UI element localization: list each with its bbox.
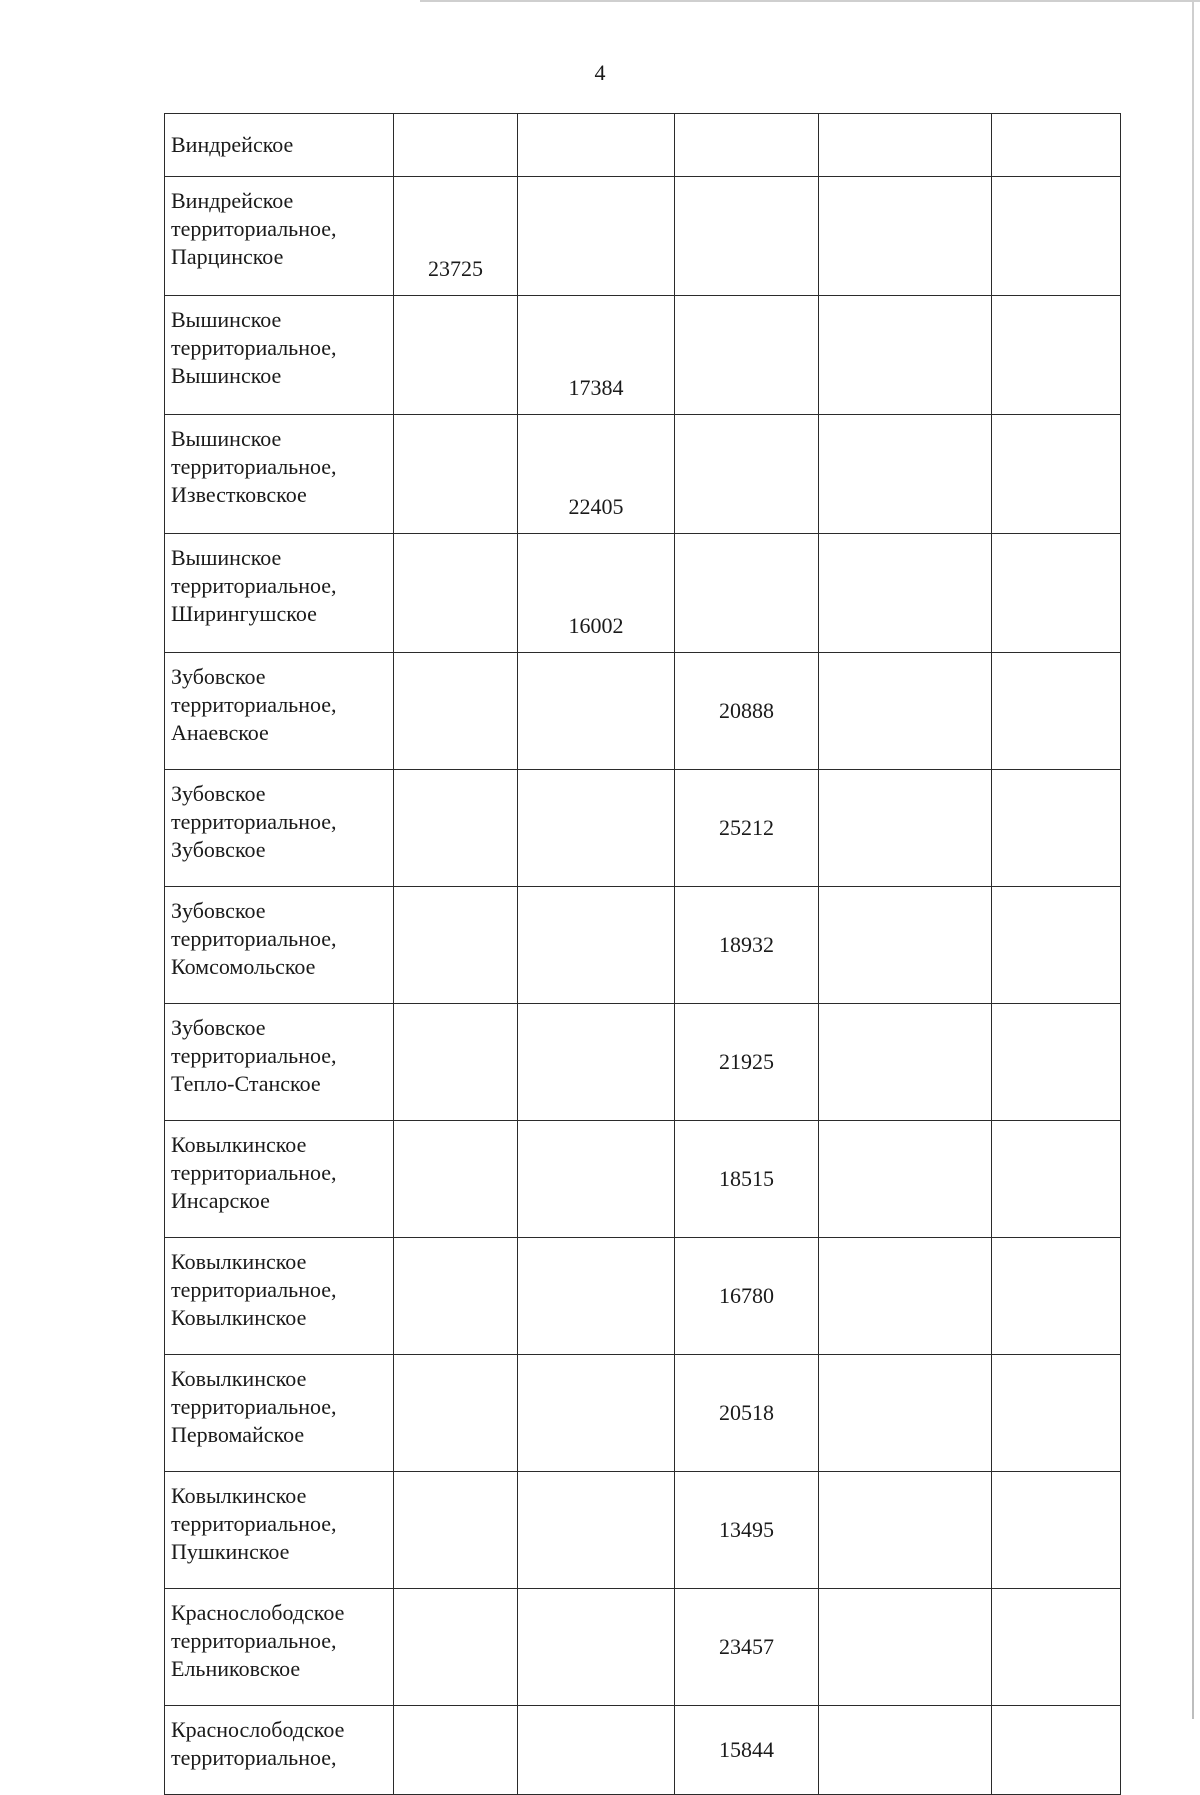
- settlement-name-line: территориальное,: [171, 926, 337, 951]
- table-row: [165, 534, 1121, 653]
- value-cell: 15844: [675, 1706, 819, 1795]
- settlement-name-line: территориальное,: [171, 1043, 337, 1068]
- table-row: [165, 653, 1121, 770]
- settlement-name-line: Ширингушское: [171, 601, 317, 626]
- settlement-name-cell: [165, 1004, 394, 1121]
- value-cell: [992, 114, 1121, 177]
- settlement-name-cell: [165, 296, 394, 415]
- table-row: [165, 1121, 1121, 1238]
- table-row: [165, 1472, 1121, 1589]
- settlement-name-line: территориальное,: [171, 692, 337, 717]
- settlement-name-line: Виндрейское: [171, 132, 294, 157]
- settlement-name-cell: [165, 1589, 394, 1706]
- value-cell: [992, 415, 1121, 534]
- settlement-name-line: Парцинское: [171, 244, 284, 269]
- settlement-name-line: Пушкинское: [171, 1539, 290, 1564]
- value-cell: [518, 177, 675, 296]
- value-cell: [992, 1472, 1121, 1589]
- settlement-name-line: территориальное,: [171, 573, 337, 598]
- value-cell: 23725: [394, 177, 518, 296]
- value-cell: [992, 770, 1121, 887]
- value-cell: [675, 296, 819, 415]
- value-cell: [819, 770, 992, 887]
- settlement-name-line: Краснослободское: [171, 1717, 345, 1742]
- value-cell: [675, 415, 819, 534]
- settlement-name-line: Тепло-Станское: [171, 1071, 321, 1096]
- value-cell: [992, 1121, 1121, 1238]
- table-row: [165, 415, 1121, 534]
- value-cell: [992, 1004, 1121, 1121]
- value-cell: [518, 1121, 675, 1238]
- settlement-name-line: Виндрейское: [171, 188, 294, 213]
- table-row: [165, 1238, 1121, 1355]
- value-cell: [819, 1238, 992, 1355]
- value-cell: [518, 1589, 675, 1706]
- value-cell: [819, 1355, 992, 1472]
- value-cell: [394, 1121, 518, 1238]
- value-cell: [394, 1238, 518, 1355]
- settlement-name-line: Ковылкинское: [171, 1483, 307, 1508]
- settlement-name-cell: [165, 1121, 394, 1238]
- value-cell: 23457: [675, 1589, 819, 1706]
- page-number: 4: [594, 60, 606, 85]
- value-cell: [518, 770, 675, 887]
- settlement-name-line: территориальное,: [171, 216, 337, 241]
- settlement-name-line: территориальное,: [171, 1277, 337, 1302]
- table-row: [165, 1355, 1121, 1472]
- settlement-name-line: Ельниковское: [171, 1656, 301, 1681]
- value-cell: [819, 534, 992, 653]
- value-cell: [819, 1589, 992, 1706]
- settlement-name-cell: [165, 653, 394, 770]
- value-cell: 13495: [675, 1472, 819, 1589]
- value-cell: [819, 177, 992, 296]
- settlement-name-line: территориальное,: [171, 454, 337, 479]
- value-cell: 16780: [675, 1238, 819, 1355]
- scan-top-edge: [420, 0, 1200, 2]
- value-cell: 21925: [675, 1004, 819, 1121]
- value-cell: 22405: [518, 415, 675, 534]
- value-cell: [992, 1589, 1121, 1706]
- value-cell: [819, 415, 992, 534]
- settlement-name-line: Ковылкинское: [171, 1249, 307, 1274]
- settlement-name-line: Первомайское: [171, 1422, 305, 1447]
- settlement-name-cell: [165, 177, 394, 296]
- value-cell: 25212: [675, 770, 819, 887]
- value-cell: [992, 177, 1121, 296]
- settlement-name-line: территориальное,: [171, 809, 337, 834]
- settlement-name-line: Инсарское: [171, 1188, 270, 1213]
- settlement-name-line: Зубовское: [171, 837, 266, 862]
- settlement-name-line: Зубовское: [171, 664, 266, 689]
- settlement-name-line: Зубовское: [171, 781, 266, 806]
- scan-right-edge: [1192, 0, 1194, 1719]
- settlement-name-cell: [165, 114, 394, 177]
- value-cell: [394, 653, 518, 770]
- settlement-name-cell: [165, 1472, 394, 1589]
- value-cell: [992, 534, 1121, 653]
- settlement-name-line: Комсомольское: [171, 954, 316, 979]
- value-cell: [992, 887, 1121, 1004]
- value-cell: [394, 1355, 518, 1472]
- value-cell: 18515: [675, 1121, 819, 1238]
- data-table: [164, 113, 1121, 1795]
- table-row: [165, 296, 1121, 415]
- value-cell: 17384: [518, 296, 675, 415]
- value-cell: [518, 1472, 675, 1589]
- settlement-name-line: территориальное,: [171, 1511, 337, 1536]
- settlement-name-line: Вышинское: [171, 307, 282, 332]
- settlement-name-line: Зубовское: [171, 898, 266, 923]
- settlement-name-line: территориальное,: [171, 1160, 337, 1185]
- value-cell: [394, 296, 518, 415]
- value-cell: [819, 1004, 992, 1121]
- table-row: [165, 887, 1121, 1004]
- value-cell: [819, 887, 992, 1004]
- table-row: [165, 1589, 1121, 1706]
- value-cell: [819, 1472, 992, 1589]
- settlement-name-line: Ковылкинское: [171, 1132, 307, 1157]
- value-cell: [992, 1238, 1121, 1355]
- settlement-name-line: Зубовское: [171, 1015, 266, 1040]
- value-cell: 20518: [675, 1355, 819, 1472]
- value-cell: [819, 653, 992, 770]
- value-cell: [819, 1121, 992, 1238]
- value-cell: [394, 415, 518, 534]
- settlement-name-cell: [165, 1355, 394, 1472]
- settlement-name-line: Ковылкинское: [171, 1366, 307, 1391]
- value-cell: [518, 887, 675, 1004]
- value-cell: [394, 534, 518, 653]
- settlement-name-cell: [165, 415, 394, 534]
- value-cell: [518, 1355, 675, 1472]
- settlement-name-line: Известковское: [171, 482, 307, 507]
- value-cell: [675, 177, 819, 296]
- value-cell: [518, 1004, 675, 1121]
- value-cell: [992, 1355, 1121, 1472]
- table-body: [165, 114, 1121, 1795]
- settlement-name-line: территориальное,: [171, 1394, 337, 1419]
- value-cell: [394, 770, 518, 887]
- table-row: [165, 114, 1121, 177]
- value-cell: 16002: [518, 534, 675, 653]
- table-row: [165, 770, 1121, 887]
- settlement-name-cell: [165, 770, 394, 887]
- table-row: [165, 1004, 1121, 1121]
- value-cell: [394, 114, 518, 177]
- settlement-name-cell: [165, 534, 394, 653]
- settlement-name-line: Вышинское: [171, 426, 282, 451]
- value-cell: [992, 653, 1121, 770]
- value-cell: [394, 1472, 518, 1589]
- settlement-name-line: Анаевское: [171, 720, 269, 745]
- value-cell: 18932: [675, 887, 819, 1004]
- value-cell: [819, 296, 992, 415]
- settlement-name-line: территориальное,: [171, 1628, 337, 1653]
- value-cell: [518, 1238, 675, 1355]
- value-cell: [992, 296, 1121, 415]
- settlement-name-line: Вышинское: [171, 545, 282, 570]
- settlement-name-cell: [165, 887, 394, 1004]
- value-cell: 20888: [675, 653, 819, 770]
- settlement-name-cell: [165, 1238, 394, 1355]
- value-cell: [819, 114, 992, 177]
- table-row: [165, 177, 1121, 296]
- value-cell: [394, 1589, 518, 1706]
- settlement-name-line: территориальное,: [171, 335, 337, 360]
- value-cell: [518, 653, 675, 770]
- value-cell: [518, 114, 675, 177]
- value-cell: [675, 114, 819, 177]
- settlement-name-line: Вышинское: [171, 363, 282, 388]
- settlement-name-line: Краснослободское: [171, 1600, 345, 1625]
- value-cell: [394, 1004, 518, 1121]
- value-cell: [675, 534, 819, 653]
- settlement-name-line: Ковылкинское: [171, 1305, 307, 1330]
- value-cell: [394, 887, 518, 1004]
- settlement-name-line: территориальное,: [171, 1745, 337, 1770]
